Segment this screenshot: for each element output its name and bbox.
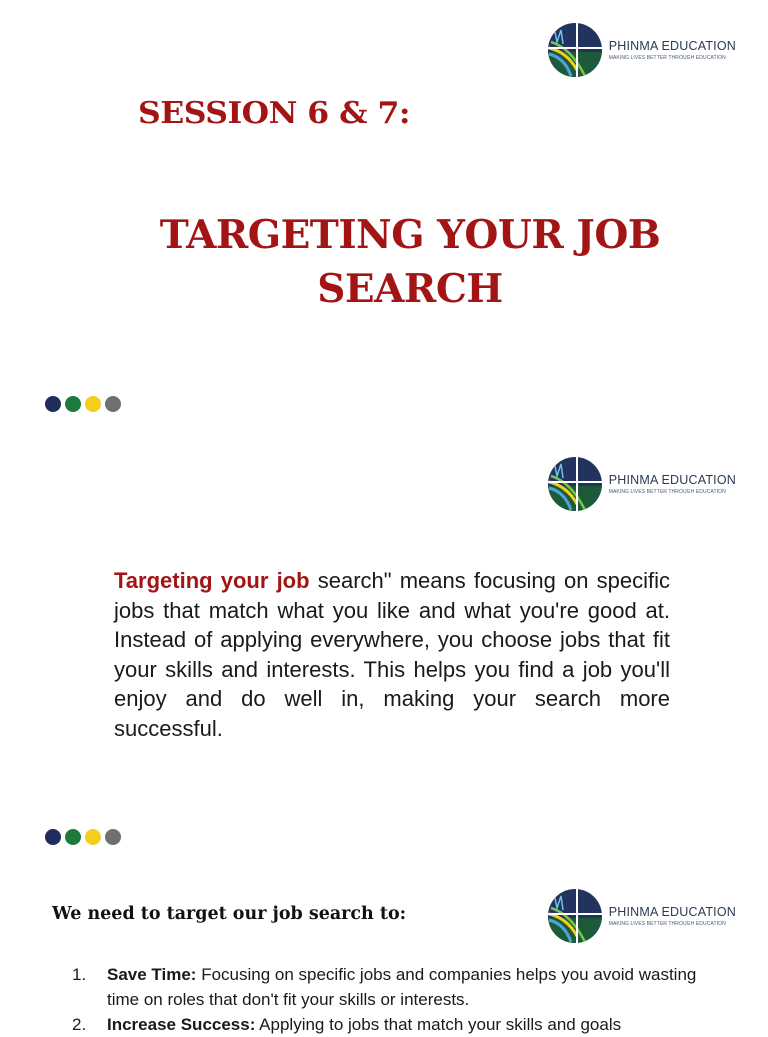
definition-highlight: Targeting your job (114, 568, 310, 593)
list-item (72, 1012, 712, 1037)
gray-dot (105, 829, 121, 845)
definition-paragraph (114, 566, 670, 743)
logo-tagline: MAKING LIVES BETTER THROUGH EDUCATION (608, 489, 726, 495)
slide-title (100, 208, 720, 316)
navy-dot (45, 396, 61, 412)
logo-name: PHINMA EDUCATION (608, 39, 736, 53)
list-item-term: Increase Success: (107, 1015, 256, 1034)
logo-name: PHINMA EDUCATION (608, 905, 736, 919)
definition-text: search" means focusing on specific jobs that match what you like and what you're good at. Instead of applying everywhere, you choose jobs that fit your skills and interests. This helps you find a job you'll enjoy and do well in, making your search more successful. (114, 568, 670, 741)
brand-dots (45, 829, 121, 845)
slide-title-line1: TARGETING YOUR JOB (159, 212, 661, 258)
list-item (72, 962, 712, 1012)
phinma-globe-icon (547, 456, 603, 512)
gray-dot (105, 396, 121, 412)
session-label: SESSION 6 & 7: (138, 96, 410, 131)
list-item-body (107, 1012, 712, 1037)
list-item-text: Focusing on specific jobs and companies helps you avoid wasting time on roles that don't fit your skills or interests. (107, 965, 697, 1009)
navy-dot (45, 829, 61, 845)
definition-slide (0, 432, 768, 864)
yellow-dot (85, 396, 101, 412)
reasons-heading: We need to target our job search to: (52, 904, 407, 924)
phinma-logo (547, 456, 736, 512)
phinma-logo (547, 888, 736, 944)
list-item-body (107, 962, 712, 1012)
title-slide (0, 0, 768, 432)
list-item-number: 2. (72, 1015, 87, 1034)
green-dot (65, 396, 81, 412)
logo-name: PHINMA EDUCATION (608, 473, 736, 487)
list-item-number: 1. (72, 965, 87, 984)
reasons-slide (0, 864, 768, 1034)
green-dot (65, 829, 81, 845)
phinma-logo (547, 22, 736, 78)
logo-tagline: MAKING LIVES BETTER THROUGH EDUCATION (608, 921, 726, 927)
list-item-text: Applying to jobs that match your skills and goals (255, 1015, 622, 1034)
logo-tagline: MAKING LIVES BETTER THROUGH EDUCATION (608, 55, 726, 61)
phinma-globe-icon (547, 888, 603, 944)
brand-dots (45, 396, 121, 412)
yellow-dot (85, 829, 101, 845)
slide-title-line2: SEARCH (317, 266, 503, 312)
list-item-term: Save Time: (107, 965, 197, 984)
phinma-globe-icon (547, 22, 603, 78)
reasons-list (72, 962, 712, 1037)
